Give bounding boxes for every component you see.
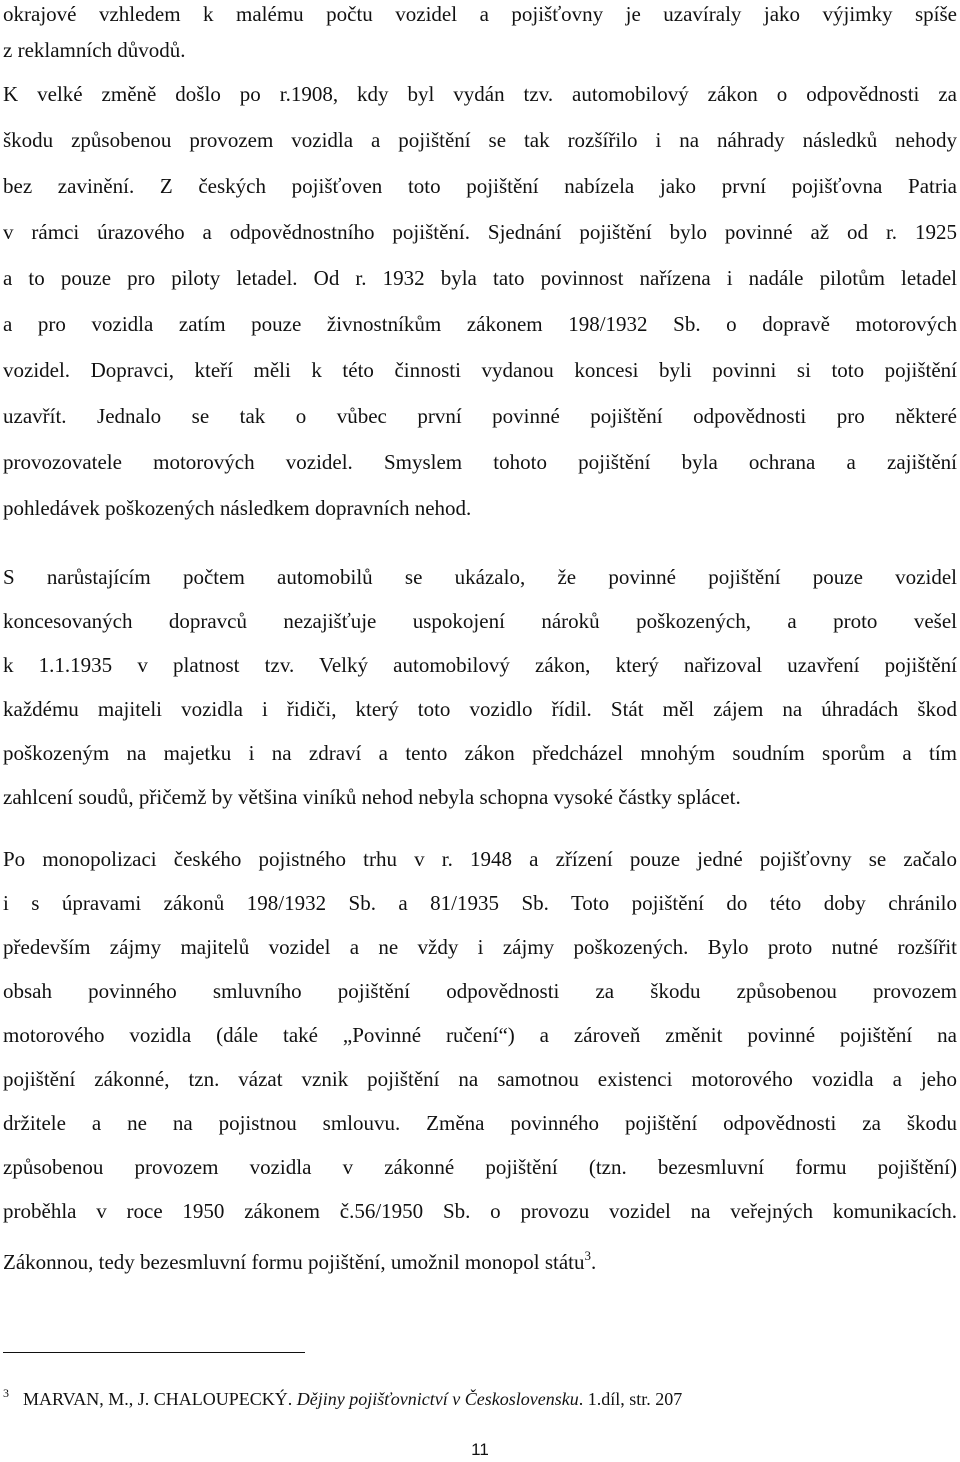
text-line: držitele a ne na pojistnou smlouvu. Změna povinného pojištění odpovědnosti za škodu: [3, 1111, 957, 1135]
footnote-details: . 1.díl, str. 207: [578, 1389, 683, 1409]
text-line: především zájmy majitelů vozidel a ne vždy i zájmy poškozených. Bylo proto nutné rozšířit: [3, 935, 957, 959]
text-line: způsobenou provozem vozidla v zákonné pojištění (tzn. bezesmluvní formu pojištění): [3, 1155, 957, 1179]
text-line-content: Zákonnou, tedy bezesmluvní formu pojištění, umožnil monopol státu: [3, 1250, 585, 1274]
text-line: v rámci úrazového a odpovědnostního pojištění. Sjednání pojištění bylo povinné až od r. 1925: [3, 220, 957, 244]
text-line: k 1.1.1935 v platnost tzv. Velký automobilový zákon, který nařizoval uzavření pojištění: [3, 653, 957, 677]
sentence-end: .: [591, 1250, 597, 1274]
footnote-authors: MARVAN, M., J. CHALOUPECKÝ.: [23, 1389, 293, 1409]
text-line: K velké změně došlo po r.1908, kdy byl vydán tzv. automobilový zákon o odpovědnosti za: [3, 82, 957, 106]
paragraph-3: [3, 563, 957, 812]
text-line: okrajové vzhledem k malému počtu vozidel a pojišťovny je uzavíraly jako výjimky spíše: [3, 2, 957, 26]
footnote-number: 3: [3, 1386, 9, 1400]
text-line: motorového vozidla (dále také „Povinné ručení“) a zároveň změnit povinné pojištění na: [3, 1023, 957, 1047]
text-line: S narůstajícím počtem automobilů se ukázalo, že povinné pojištění pouze vozidel: [3, 565, 957, 589]
text-line: i s úpravami zákonů 198/1932 Sb. a 81/1935 Sb. Toto pojištění do této doby chránilo: [3, 891, 957, 915]
text-line: uzavřít. Jednalo se tak o vůbec první povinné pojištění odpovědnosti pro některé: [3, 404, 957, 428]
text-line: poškozeným na majetku i na zdraví a tento zákon předcházel mnohým soudním sporům a tím: [3, 741, 957, 765]
text-line: pojištění zákonné, tzn. vázat vznik pojištění na samotnou existenci motorového vozidla a jeho: [3, 1067, 957, 1091]
page-number: 11: [471, 1440, 489, 1459]
footnote-divider: [3, 1352, 305, 1353]
text-line: vozidel. Dopravci, kteří měli k této činnosti vydanou koncesi byli povinni si toto pojištění: [3, 358, 957, 382]
text-line: obsah povinného smluvního pojištění odpovědnosti za škodu způsobenou provozem: [3, 979, 957, 1003]
paragraph-1: [3, 0, 957, 65]
paragraph-4: [3, 845, 957, 1277]
text-line: proběhla v roce 1950 zákonem č.56/1950 Sb. o provozu vozidel na veřejných komunikacích.: [3, 1199, 957, 1223]
paragraph-2: [3, 80, 957, 523]
text-line: škodu způsobenou provozem vozidla a pojištění se tak rozšířilo i na náhrady následků nehody: [3, 128, 957, 152]
text-line: koncesovaných dopravců nezajišťuje uspokojení nároků poškozených, a proto vešel: [3, 609, 957, 633]
text-line: bez zavinění. Z českých pojišťoven toto pojištění nabízela jako první pojišťovna Patria: [3, 174, 957, 198]
text-line: a pro vozidla zatím pouze živnostníkům zákonem 198/1932 Sb. o dopravě motorových: [3, 312, 957, 336]
text-line: provozovatele motorových vozidel. Smyslem tohoto pojištění byla ochrana a zajištění: [3, 450, 957, 474]
text-line: Po monopolizaci českého pojistného trhu v r. 1948 a zřízení pouze jedné pojišťovny se začalo: [3, 847, 957, 871]
text-line: pohledávek poškozených následkem dopravních nehod.: [3, 496, 472, 520]
text-line: a to pouze pro piloty letadel. Od r. 1932 byla tato povinnost nařízena i nadále pilotům letadel: [3, 266, 957, 290]
footnote: [3, 1386, 682, 1410]
text-line-last: [3, 1241, 957, 1277]
text-line: zahlcení soudů, přičemž by většina viníků nehod nebyla schopna vysoké částky splácet.: [3, 785, 741, 809]
text-line: z reklamních důvodů.: [3, 38, 186, 62]
text-line: každému majiteli vozidla i řidiči, který toto vozidlo řídil. Stát měl zájem na úhradách škod: [3, 697, 957, 721]
footnote-reference[interactable]: 3: [584, 1248, 591, 1263]
footnote-title: Dějiny pojišťovnictví v Československu: [296, 1389, 579, 1409]
